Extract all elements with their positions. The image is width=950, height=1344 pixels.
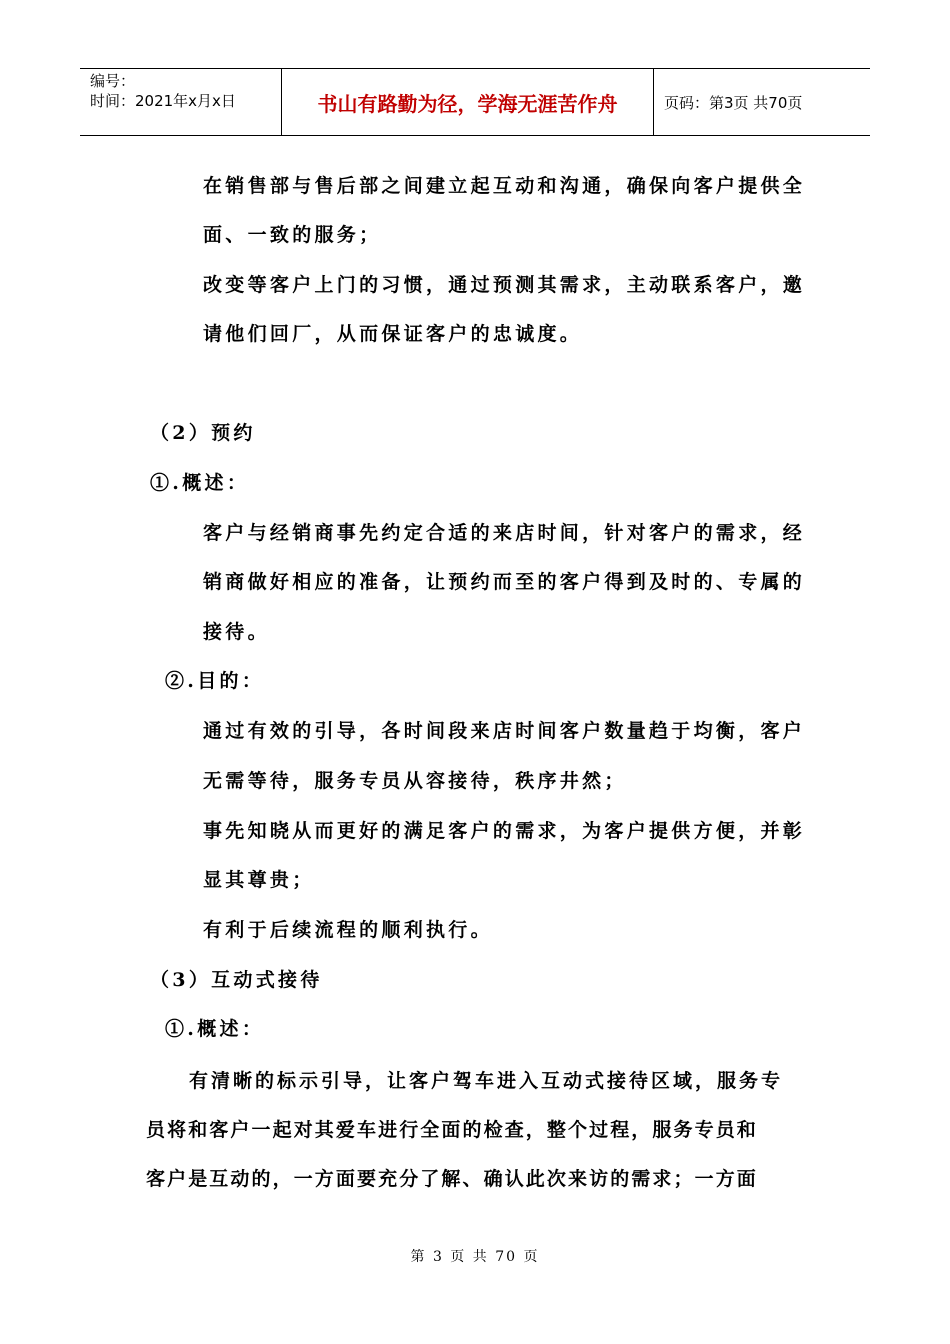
document-date: 时间：2021年x月x日 <box>90 92 236 110</box>
paragraph-line: 有利于后续流程的顺利执行。 <box>203 919 493 941</box>
paragraph-line: 员将和客户一起对其爱车进行全面的检查，整个过程，服务专员和 <box>146 1119 758 1141</box>
subsection-heading: ①.概述： <box>150 472 250 494</box>
header-page-info: 页码：第3页 共70页 <box>664 93 803 112</box>
paragraph-line: 请他们回厂，从而保证客户的忠诚度。 <box>203 323 583 345</box>
paragraph-line: 在销售部与售后部之间建立起互动和沟通，确保向客户提供全 <box>203 175 806 197</box>
document-number-label: 编号： <box>90 72 136 90</box>
paragraph-line: 通过有效的引导，各时间段来店时间客户数量趋于均衡，客户 <box>203 720 806 742</box>
paragraph-line: 接待。 <box>203 621 270 643</box>
paragraph-line: 客户是互动的，一方面要充分了解、确认此次来访的需求；一方面 <box>146 1168 758 1190</box>
subsection-heading: ①.概述： <box>165 1018 265 1040</box>
paragraph-line: 销商做好相应的准备，让预约而至的客户得到及时的、专属的 <box>203 571 806 593</box>
page-footer: 第 3 页 共 70 页 <box>410 1249 540 1265</box>
subsection-heading: ②.目的： <box>165 670 265 692</box>
paragraph-line: 显其尊贵； <box>203 869 315 891</box>
paragraph-line: 无需等待，服务专员从容接待，秩序井然； <box>203 770 627 792</box>
document-header <box>80 68 870 136</box>
header-motto: 书山有路勤为径，学海无涯苦作舟 <box>282 69 654 135</box>
section-heading: （2）预约 <box>150 422 256 444</box>
paragraph-line: 客户与经销商事先约定合适的来店时间，针对客户的需求，经 <box>203 522 806 544</box>
paragraph-line: 面、一致的服务； <box>203 224 382 246</box>
header-meta-cell <box>80 69 282 135</box>
section-heading: （3）互动式接待 <box>150 969 323 991</box>
paragraph-line: 事先知晓从而更好的满足客户的需求，为客户提供方便，并彰 <box>203 820 806 842</box>
paragraph-line: 改变等客户上门的习惯，通过预测其需求，主动联系客户，邀 <box>203 274 806 296</box>
paragraph-line: 有清晰的标示引导，让客户驾车进入互动式接待区域，服务专 <box>189 1070 784 1092</box>
